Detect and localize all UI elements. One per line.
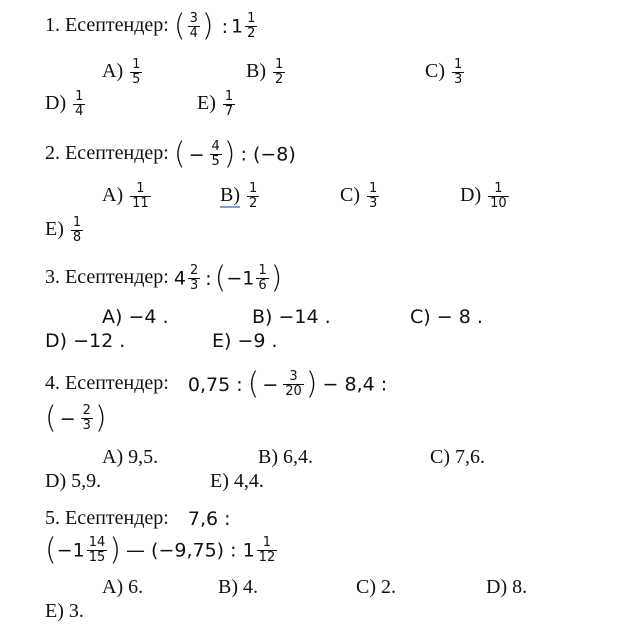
option-c: C) − 8 . — [410, 306, 483, 328]
option-b: B) $\frac{1}{2}$ — [220, 181, 258, 211]
option-e: E) −9 . — [212, 330, 278, 352]
fraction: $\frac{14}{15}$ — [88, 535, 106, 565]
option-d: D) $\frac{1}{4}$ — [45, 89, 84, 119]
option-d: D) 8. — [486, 576, 528, 598]
fraction: $\frac{4}{5}$ — [211, 139, 220, 169]
option-c: C) 7,6. — [430, 446, 485, 468]
fraction: $\frac{2}{3}$ — [82, 403, 91, 433]
option-d: D) $\frac{1}{10}$ — [460, 181, 507, 211]
option-b: B) 6,4. — [258, 446, 313, 468]
question-5-continued: (−1 $\frac{14}{15}$ ) — (−9,75) : 1 $\frac{1}{12}$ — [45, 532, 276, 568]
question-2: 2. Есептендер: ( − $\frac{4}{5}$ ) : (−8) — [45, 136, 296, 172]
question-5: 5. Есептендер: 7,6 : — [45, 507, 231, 531]
question-3-label: 3. Есептендер: — [45, 266, 169, 289]
fraction: $\frac{3}{4}$ — [189, 11, 198, 41]
option-d: D) 5,9. — [45, 470, 102, 492]
question-4-label: 4. Есептендер: — [45, 372, 169, 395]
question-4: 4. Есептендер: 0,75 : ( − $\frac{3}{20}$ ) − 8,4 : — [45, 366, 388, 402]
question-5-label: 5. Есептендер: — [45, 507, 169, 529]
option-a: A) $\frac{1}{11}$ — [102, 181, 149, 211]
option-e: E) 4,4. — [210, 470, 264, 492]
question-3: 3. Есептендер: 4 $\frac{2}{3}$ : (−1 $\frac{1}{6}$ ) — [45, 260, 283, 296]
option-a: A) $\frac{1}{5}$ — [102, 57, 141, 87]
question-4-continued: ( − $\frac{2}{3}$ ) — [45, 400, 107, 436]
question-2-label: 2. Есептендер: — [45, 142, 169, 165]
option-e: E) $\frac{1}{8}$ — [45, 215, 82, 245]
fraction: $\frac{1}{6}$ — [258, 263, 267, 293]
option-e: E) $\frac{1}{7}$ — [197, 89, 234, 119]
option-c: C) $\frac{1}{3}$ — [340, 181, 378, 211]
option-e: E) 3. — [45, 600, 84, 622]
fraction: $\frac{2}{3}$ — [189, 263, 199, 293]
fraction: $\frac{1}{12}$ — [258, 535, 276, 565]
option-b: B) 4. — [218, 576, 258, 598]
option-c: C) $\frac{1}{3}$ — [425, 57, 463, 87]
option-b: B) $\frac{1}{2}$ — [246, 57, 284, 87]
option-d: D) −12 . — [45, 330, 126, 352]
option-a: A) 9,5. — [102, 446, 159, 468]
fraction: $\frac{3}{20}$ — [285, 369, 302, 399]
question-1: 1. Есептендер: ( $\frac{3}{4}$ ) : 1 $\frac{1}{2}$ — [45, 8, 256, 44]
question-1-label: 1. Есептендер: — [45, 14, 169, 37]
option-b: B) −14 . — [252, 306, 331, 328]
fraction: $\frac{1}{2}$ — [247, 11, 256, 41]
option-c: C) 2. — [356, 576, 396, 598]
option-a: A) 6. — [102, 576, 144, 598]
option-a: A) −4 . — [102, 306, 169, 328]
